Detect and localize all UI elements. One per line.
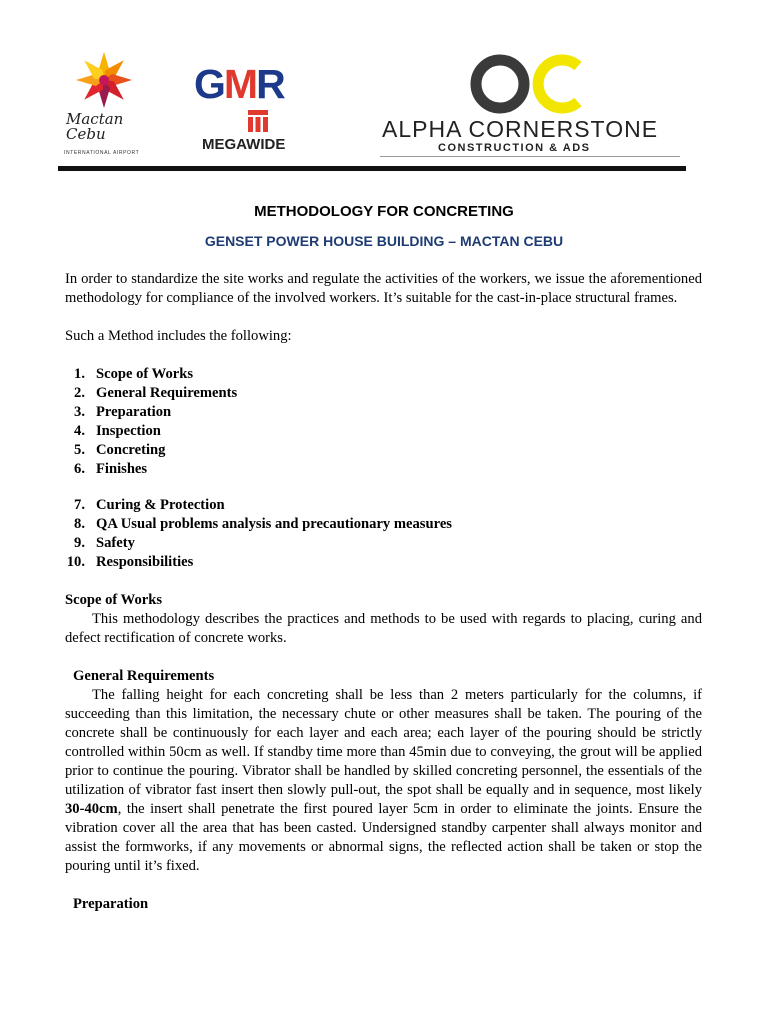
mactan-flower-icon <box>60 50 152 112</box>
list-item: 4. Inspection <box>74 423 161 439</box>
header-divider <box>58 166 686 171</box>
list-item: 7. Curing & Protection <box>74 497 225 513</box>
document-body <box>65 270 702 914</box>
list-item: 3. Preparation <box>74 404 172 420</box>
megawide-wordmark: MEGAWIDE <box>202 136 286 153</box>
megawide-emblem-icon <box>248 110 268 132</box>
alpha-cornerstone-name: ALPHA CORNERSTONE <box>382 116 659 142</box>
mactan-cebu-logo <box>60 50 152 162</box>
scope-heading: Scope of Works <box>65 592 163 608</box>
preparation-heading: Preparation <box>73 896 149 912</box>
letterhead <box>0 0 768 180</box>
mactan-logo-text: Mactan Cebu <box>66 110 124 143</box>
list-item: 6. Finishes <box>74 461 148 477</box>
general-requirements-heading: General Requirements <box>73 668 215 684</box>
list-item: 1. Scope of Works <box>74 366 194 382</box>
mactan-logo-subtext: INTERNATIONAL AIRPORT <box>64 150 140 156</box>
document-title: METHODOLOGY FOR CONCRETING <box>254 203 514 220</box>
alpha-cornerstone-tagline: CONSTRUCTION & ADS <box>438 142 591 154</box>
methods-list-part-2 <box>65 496 702 572</box>
list-item: 5. Concreting <box>74 442 166 458</box>
document-subtitle: GENSET POWER HOUSE BUILDING – MACTAN CEBU <box>204 233 564 249</box>
general-requirements-paragraph: The falling height for each concreting shall be less than 2 meters particularly for the columns, if succeeding than this limitation, the necessary chute or other measures shall be taken. The pouring of the concrete shall be continuously for each layer and each area; each layer of the pouring should be strictly controlled within 50cm as well. If standby time more than 45min due to conveying, the grout will be applied prior to continue the pouring. Vibrator shall be handled by skilled concreting personnel, the essentials of the utilization of vibrator fast insert then slowly pull-out, the spot shall be equally and in sequence, most likely 30-40cm, the insert shall penetrate the first poured layer 5cm in order to eliminate the joints. Ensure the vibration cover all the area that has been casted. Undersigned standby carpenter shall always monitor and assist the formworks, if any movements or abnormal signs, the reflected action shall be taken or stop the pouring until it’s fixed. <box>65 687 702 874</box>
list-item: 2. General Requirements <box>74 385 238 401</box>
list-item: 8. QA Usual problems analysis and precautionary measures <box>74 516 452 532</box>
method-intro: Such a Method includes the following: <box>65 328 292 344</box>
alpha-cornerstone-emblem-icon <box>466 52 592 116</box>
list-item: 10. Responsibilities <box>66 554 194 570</box>
gmr-wordmark: GMR <box>194 61 284 107</box>
alpha-cornerstone-logo <box>380 50 680 160</box>
methods-list-part-1 <box>65 365 702 479</box>
alpha-underline <box>380 156 680 157</box>
gmr-megawide-logo <box>194 62 314 156</box>
list-item: 9. Safety <box>74 535 135 551</box>
scope-paragraph: This methodology describes the practices and methods to be used with regards to placing, curing and defect rectification of concrete works. <box>65 611 702 646</box>
intro-paragraph: In order to standardize the site works and regulate the activities of the workers, we issue the aforementioned methodology for compliance of the involved workers. It’s suitable for the cast-in-place structural frames. <box>65 271 702 306</box>
